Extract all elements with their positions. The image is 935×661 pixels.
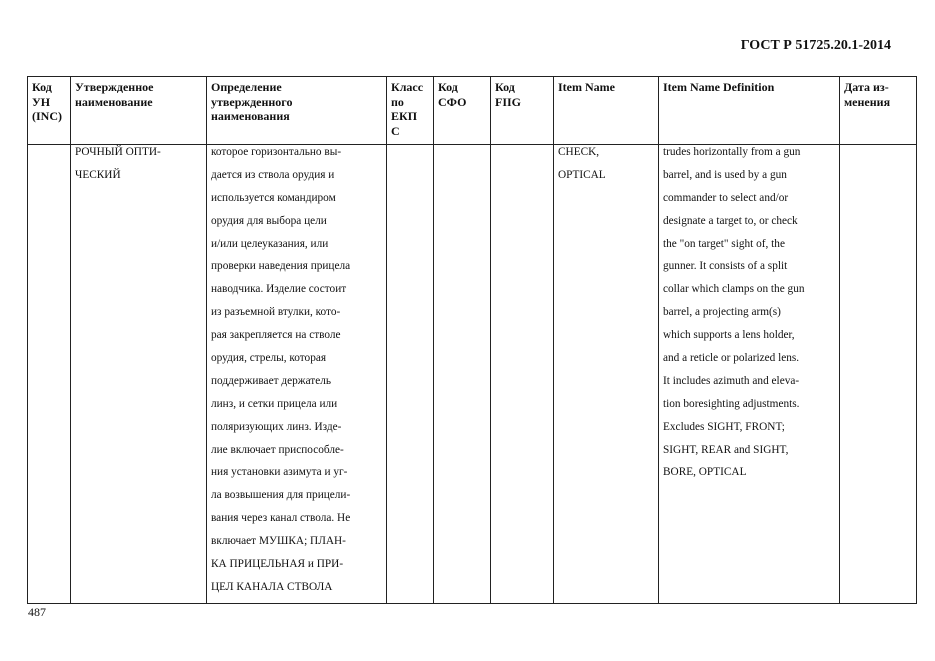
column-header: Код СФО (434, 77, 491, 145)
inc-cell (28, 145, 71, 604)
text-line: используется командиром (211, 191, 336, 204)
definition-en-cell (659, 145, 840, 604)
text-line: и/или целеуказания, или (211, 237, 329, 250)
fiig-cell (491, 145, 554, 604)
text-line: линз, и сетки прицела или (211, 397, 338, 410)
text-line: поддерживает держатель (211, 374, 332, 387)
text-line: которое горизонтально вы- (211, 146, 342, 158)
column-header: Код FIIG (491, 77, 554, 145)
definition-ru-cell (207, 145, 387, 604)
text-line: the "on target" sight of, the (663, 237, 785, 250)
text-line: проверки наведения прицела (211, 260, 351, 273)
text-line: ЦЕЛ КАНАЛА СТВОЛА (211, 580, 333, 593)
text-line: and a reticle or polarized lens. (663, 352, 800, 365)
text-line: CHECK, (558, 146, 600, 158)
sfo-cell (434, 145, 491, 604)
column-header: Item Name (554, 77, 659, 145)
text-line: barrel, a projecting arm(s) (663, 306, 781, 319)
column-header: Код УН (INC) (28, 77, 71, 145)
text-line: designate a target to, or check (663, 214, 798, 227)
text-line: поляризующих линз. Изде- (211, 420, 342, 433)
text-line: which supports a lens holder, (663, 329, 795, 342)
text-line: РОЧНЫЙ ОПТИ- (75, 146, 161, 158)
text-line: OPTICAL (558, 168, 606, 181)
text-line: commander to select and/or (663, 191, 789, 204)
text-line: barrel, and is used by a gun (663, 168, 787, 181)
text-line: gunner. It consists of a split (663, 260, 788, 273)
standard-number: ГОСТ Р 51725.20.1-2014 (740, 38, 891, 53)
text-line: дается из ствола орудия и (211, 168, 335, 181)
text-line: лие включает приспособле- (211, 443, 344, 456)
class-cell (387, 145, 434, 604)
text-line: ния установки азимута и уг- (211, 466, 348, 479)
column-header: Класс по ЕКП С (387, 77, 434, 145)
text-line: tion boresighting adjustments. (663, 397, 800, 410)
text-line: орудия, стрелы, которая (211, 352, 327, 365)
text-line: It includes azimuth and eleva- (663, 374, 800, 387)
catalog-table (27, 76, 917, 604)
text-line: collar which clamps on the gun (663, 283, 805, 296)
text-line: из разъемной втулки, кото- (211, 306, 341, 319)
approved-name-cell (71, 145, 207, 604)
column-header: Утвержденное наименование (71, 77, 207, 145)
column-header: Item Name Definition (659, 77, 840, 145)
text-line: рая закрепляется на стволе (211, 329, 341, 342)
column-header: Дата из- менения (840, 77, 917, 145)
text-line: наводчика. Изделие состоит (211, 283, 347, 296)
text-line: BORE, OPTICAL (663, 466, 747, 479)
text-line: Excludes SIGHT, FRONT; (663, 420, 785, 433)
table-row (28, 145, 917, 604)
text-line: ла возвышения для прицели- (211, 489, 351, 502)
column-header: Определение утвержденного наименования (207, 77, 387, 145)
item-name-cell (554, 145, 659, 604)
text-line: ЧЕСКИЙ (75, 168, 121, 181)
text-line: включает МУШКА; ПЛАН- (211, 535, 346, 548)
header-row (28, 77, 917, 145)
text-line: орудия для выбора цели (211, 214, 327, 227)
text-line: КА ПРИЦЕЛЬНАЯ и ПРИ- (211, 558, 344, 571)
text-line: вания через канал ствола. Не (211, 512, 351, 525)
change-date-cell (840, 145, 917, 604)
page-number: 487 (28, 605, 46, 619)
text-line: trudes horizontally from a gun (663, 146, 801, 158)
text-line: SIGHT, REAR and SIGHT, (663, 443, 789, 456)
